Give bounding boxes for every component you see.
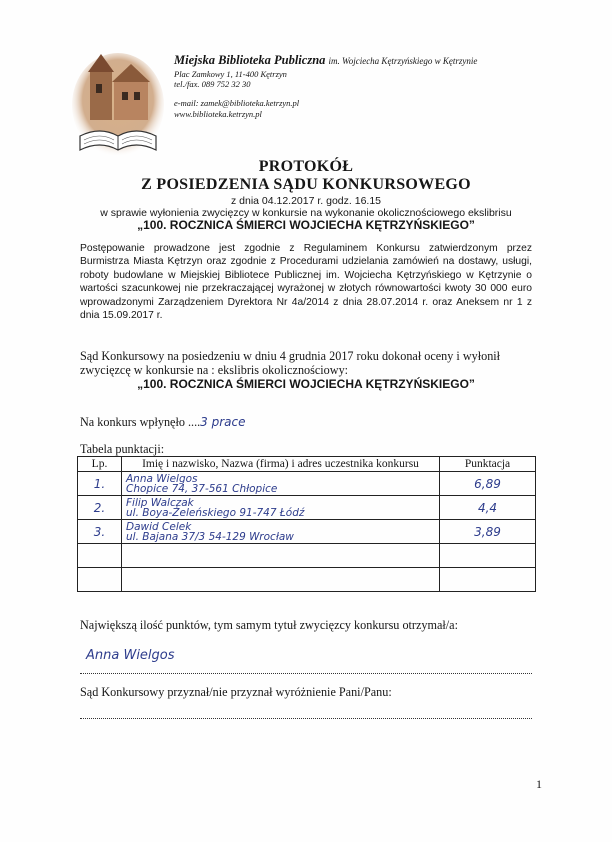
participant-address: Chopice 74, 37-561 Chłopice xyxy=(126,482,278,495)
header-participant: Imię i nazwisko, Nazwa (firma) i adres uczestnika konkursu xyxy=(122,457,440,472)
table-caption: Tabela punktacji: xyxy=(80,442,165,456)
row-score xyxy=(440,568,536,592)
header-score: Punktacja xyxy=(440,457,536,472)
table-header-row xyxy=(78,457,536,472)
table-row-empty xyxy=(78,544,536,568)
row-participant xyxy=(122,520,440,544)
row-lp: 3. xyxy=(78,520,122,544)
participant-name: Dawid Celek xyxy=(126,520,192,533)
contest-title: „100. ROCZNICA ŚMIERCI WOJCIECHA KĘTRZYŃSKIEGO” xyxy=(137,377,475,391)
row-lp xyxy=(78,544,122,568)
page-number: 1 xyxy=(536,777,542,791)
court-paragraph: Sąd Konkursowy na posiedzeniu w dniu 4 grudnia 2017 roku dokonał oceny i wyłonił zwycięzcę w konkursie na : ekslibris okolicznościowy: xyxy=(80,349,501,377)
doc-title: PROTOKÓŁ xyxy=(258,158,354,175)
received-line xyxy=(80,415,246,430)
score-table xyxy=(77,456,536,592)
library-name-sub: im. Wojciecha Kętrzyńskiego w Kętrzynie xyxy=(328,56,478,66)
row-score: 4,4 xyxy=(440,496,536,520)
table-row xyxy=(78,520,536,544)
table-row xyxy=(78,496,536,520)
row-lp: 1. xyxy=(78,472,122,496)
letterhead xyxy=(174,53,594,119)
header-lp: Lp. xyxy=(78,457,122,472)
meeting-date: z dnia 04.12.2017 r. godz. 16.15 xyxy=(230,195,382,207)
library-logo xyxy=(70,50,166,170)
row-lp: 2. xyxy=(78,496,122,520)
participant-address: ul. Bajana 37/3 54-129 Wrocław xyxy=(126,530,294,543)
row-participant xyxy=(122,472,440,496)
row-participant xyxy=(122,496,440,520)
participant-name: Anna Wielgos xyxy=(126,472,198,485)
library-address: Plac Zamkowy 1, 11-400 Kętrzyn xyxy=(174,68,287,79)
procedure-paragraph: Postępowanie prowadzone jest zgodnie z Regulaminem Konkursu zatwierdzonym przez Burmistrza Miasta Kętrzyn oraz zgodnie z Procedurami udzielania zamówień na dostawy, usługi, roboty budowlane w Miejskiej Bibliotece Publicznej im. Wojciecha Kętrzyńskiego w Kętrzynie o wartości szacunkowej nie przekraczającej wyrażonej w złotych równowartości kwoty 30 000 euro wprowadzonymi Zarządzeniem Dyrektora Nr 4a/2014 z dnia 28.07.2014 r. oraz Aneksem nr 1 z dnia 15.09.2017 r. xyxy=(80,243,532,322)
library-email: e-mail: zamek@biblioteka.ketrzyn.pl xyxy=(174,97,300,108)
distinction-dotted-line xyxy=(80,716,532,719)
row-score: 3,89 xyxy=(440,520,536,544)
table-row-empty xyxy=(78,568,536,592)
table-row xyxy=(78,472,536,496)
distinction-question: Sąd Konkursowy przyznał/nie przyznał wyróżnienie Pani/Panu: xyxy=(80,685,392,699)
row-lp xyxy=(78,568,122,592)
doc-subtitle: Z POSIEDZENIA SĄDU KONKURSOWEGO xyxy=(141,176,471,193)
winner-name: Anna Wielgos xyxy=(86,648,175,663)
winner-question: Największą ilość punktów, tym samym tytuł zwycięzcy konkursu otrzymał/a: xyxy=(80,618,458,632)
library-name-text: Miejska Biblioteka Publiczna xyxy=(174,53,326,67)
row-score xyxy=(440,544,536,568)
library-name xyxy=(174,53,594,69)
received-label: Na konkurs wpłynęło .... xyxy=(80,415,201,429)
subject-title: „100. ROCZNICA ŚMIERCI WOJCIECHA KĘTRZYŃSKIEGO” xyxy=(137,218,475,232)
participant-name: Filip Walczak xyxy=(126,496,194,509)
library-phone: tel./fax. 089 752 32 30 xyxy=(174,79,251,90)
row-score: 6,89 xyxy=(440,472,536,496)
library-www: www.biblioteka.ketrzyn.pl xyxy=(174,108,262,119)
row-participant xyxy=(122,568,440,592)
participant-address: ul. Boya-Żeleńskiego 91-747 Łódź xyxy=(126,506,305,519)
subject-line: w sprawie wyłonienia zwycięzcy w konkursie na wykonanie okolicznościowego ekslibrisu xyxy=(100,207,512,219)
row-participant xyxy=(122,544,440,568)
received-value: 3 prace xyxy=(200,415,246,429)
